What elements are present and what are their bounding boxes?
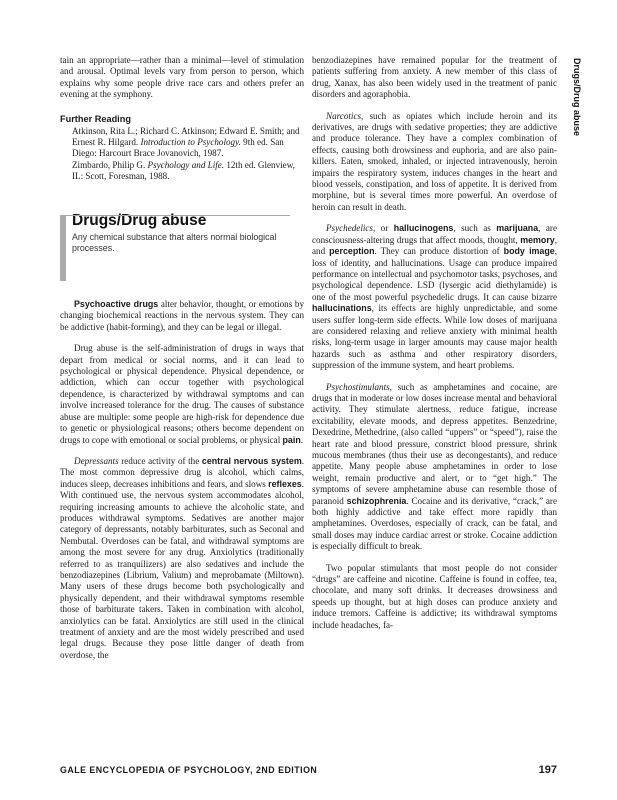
reference-item: Atkinson, Rita L.; Richard C. Atkinson; Edward E. Smith; and Ernest R. Hilgard. Introduction to Psychology. 9th ed. San Diego: Harcourt Brace Jovanovich, 1987. — [72, 126, 300, 159]
publication-title: GALE ENCYCLOPEDIA OF PSYCHOLOGY, 2ND EDITION — [60, 765, 318, 775]
previous-entry-ending: tain an appropriate—rather than a minimal—level of stimulation and arousal. Optimal levels vary from person to person, which explains why some people drive race cars and others prefer an evening at the symphony. — [60, 55, 304, 100]
further-reading-heading: Further Reading — [60, 113, 131, 124]
running-head-tab: Drugs/Drug abuse — [572, 58, 582, 137]
entry-bar — [60, 215, 66, 281]
entry-rule — [60, 215, 290, 216]
page-number: 197 — [538, 764, 557, 776]
paragraph-psychoactive: Psychoactive drugs alter behavior, thought, or emotions by changing biochemical reactions in the nervous system. They can be addictive (habit-forming), and they can be legal or illegal. — [60, 299, 304, 332]
paragraph-psychedelics: Psychedelics, or hallucinogens, such as marijuana, are consciousness-altering drugs that affect moods, thought, memory, and perception. They can produce distortion of body image, loss of identity, and hallucinations. Usage can produce impaired performance on intellectual and psychomotor tasks, psychoses, and psychological dependence. LSD (lysergic acid diethylamide) is one of the most powerful psychedelic drugs. It can cause bizarre hallucinations, its effects are highly unpredictable, and some users suffer long-term side effects. While low doses of marijuana are considered relaxing and relieve anxiety with minimal health risks, long-term usage in larger amounts may cause major health hazards such as asthma and other respiratory disorders, suppression of the immune system, and heart problems. — [312, 223, 557, 371]
left-column — [60, 55, 304, 661]
paragraph-drug-abuse: Drug abuse is the self-administration of drugs in ways that depart from medical or social norms, and it can lead to psychological or physical dependence. Physical dependence, or addiction, which can occur together with psychological dependence, is characterized by withdrawal symptoms and can involve increased tolerance for the drug. The causes of substance abuse are multiple: some people are high-risk for dependence due to genetic or physiological reasons; others become dependent on drugs to cope with emotional or social problems, or physical pain. — [60, 343, 304, 445]
paragraph-continued: benzodiazepines have remained popular for the treatment of patients suffering from anxiety. A new member of this class of drug, Xanax, has also been widely used in the treatment of panic disorders and agoraphobia. — [312, 55, 557, 100]
paragraph-narcotics: Narcotics, such as opiates which include heroin and its derivatives, are drugs with sedative properties; they are addictive and produce tolerance. They have a complex combination of effects, causing both drowsiness and euphoria, and are also pain-killers. Eaten, smoked, inhaled, or injected intravenously, heroin impairs the respiratory system, induces changes in the heart and blood vessels, constipation, and loss of appetite. It is derived from morphine, but is several times more powerful. An overdose of heroin can result in death. — [312, 110, 557, 212]
page-footer — [60, 765, 557, 779]
reference-item: Zimbardo, Philip G. Psychology and Life. 12th ed. Glenview, IL: Scott, Foresman, 1988. — [72, 159, 295, 181]
paragraph-caffeine-nicotine: Two popular stimulants that most people do not consider “drugs” are caffeine and nicotine. Caffeine is found in coffee, tea, chocolate, and many soft drinks. It decreases drowsiness and speeds up thought, but at high doses can produce anxiety and induce tremors. Caffeine is addictive; its withdrawal symptoms include headaches, fa- — [312, 562, 557, 630]
entry-definition: Any chemical substance that alters normal biological processes. — [72, 232, 277, 254]
paragraph-psychostimulants: Psychostimulants, such as amphetamines and cocaine, are drugs that in moderate or low doses increase mental and behavioral activity. They stimulate alertness, reduce fatigue, increase excitability, elevate moods, and depress appetites. Benzedrine, Dexedrine, Methedrine, (also called “uppers” or “speed”), raise the heart rate and blood pressure, constrict blood pressure, shrink mucous membranes (thus their use as decongestants), and reduce appetite. Many people abuse amphetamines in order to lose weight, remain productive and alert, or to “get high.” The symptoms of severe amphetamine abuse can resemble those of paranoid schizophrenia. Cocaine and its derivative, “crack,” are both highly addictive and take effect more rapidly than amphetamines. Overdoses, especially of crack, can be fatal, and small doses may induce cardiac arrest or stroke. Cocaine addiction is especially difficult to break. — [312, 381, 557, 552]
paragraph-depressants: Depressants reduce activity of the central nervous system. The most common depressive drug is alcohol, which calms, induces sleep, decreases inhibitions and fears, and slows reflexes. With continued use, the nervous system accommodates alcohol, requiring increasing amounts to achieve the alcoholic state, and produces withdrawal symptoms. Sedatives are another major category of depressants, notably barbiturates, such as Seconal and Nembutal. Overdoses can be fatal, and withdrawal symptoms are among the most severe for any drug. Anxiolytics (traditionally referred to as tranquilizers) are also sedatives and include the benzodiazepines (Librium, Valium) and meprobamate (Miltown). Many users of these drugs become both psychologically and physically dependent, and their withdrawal symptoms resemble those of barbiturate takers. Taken in combination with alcohol, anxiolytics can be fatal. Anxiolytics are still used in the clinical treatment of anxiety and are the most widely prescribed and used legal drugs. Because they pose little danger of death from overdose, the — [60, 455, 305, 660]
entry-title: Drugs/Drug abuse — [72, 212, 207, 230]
right-column — [312, 55, 557, 631]
entry-header — [60, 212, 304, 281]
